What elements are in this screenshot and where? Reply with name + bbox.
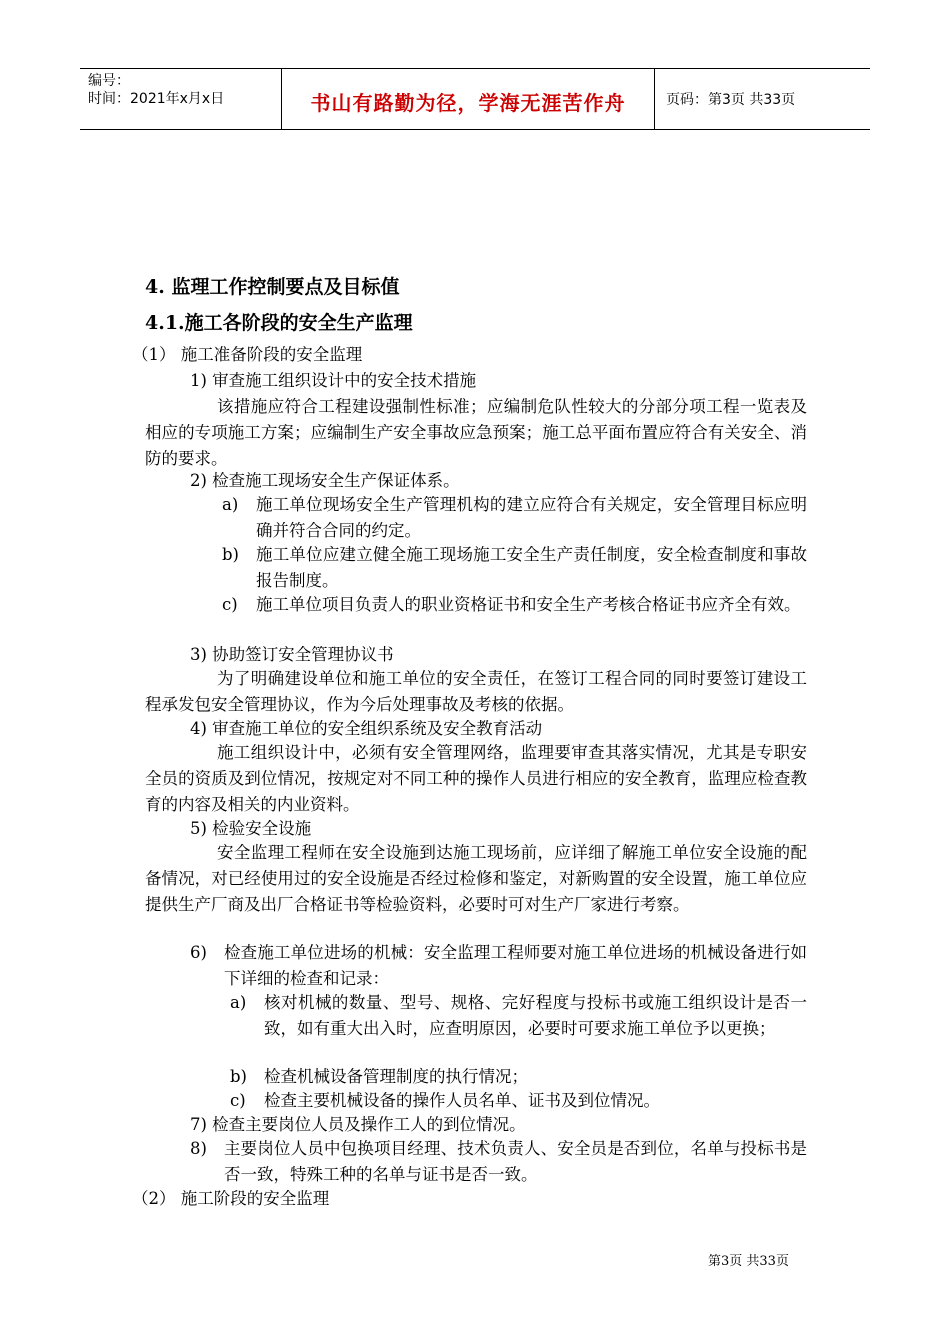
time-label: 时间：2021年x月x日 <box>88 91 225 107</box>
list-item: 5) 检验安全设施 <box>190 819 312 838</box>
page-footer: 第3页 共33页 <box>708 1254 789 1269</box>
header-meta <box>88 72 224 108</box>
list-marker: 6) <box>190 943 207 962</box>
sub-item-text: 核对机械的数量、型号、规格、完好程度与投标书或施工组织设计是否一致，如有重大出入时，应查明原因，必要时可要求施工单位予以更换； <box>264 993 807 1038</box>
number-label: 编号： <box>88 73 130 89</box>
stage-heading: （1） 施工准备阶段的安全监理 <box>132 345 363 364</box>
sub-item-text: 施工单位应建立健全施工现场施工安全生产责任制度，安全检查制度和事故报告制度。 <box>256 545 807 590</box>
header-page-label: 页码：第3页 共33页 <box>666 92 796 108</box>
header-motto: 书山有路勤为径，学海无涯苦作舟 <box>310 91 626 115</box>
list-marker: b) <box>230 1067 247 1086</box>
list-item: 3) 协助签订安全管理协议书 <box>190 645 394 664</box>
list-item-text: 主要岗位人员中包换项目经理、技术负责人、安全员是否到位，名单与投标书是否一致，特殊工种的名单与证书是否一致。 <box>224 1139 807 1184</box>
sub-item-text: 施工单位项目负责人的职业资格证书和安全生产考核合格证书应齐全有效。 <box>256 595 801 614</box>
list-item-text: 检查施工单位进场的机械：安全监理工程师要对施工单位进场的机械设备进行如下详细的检查和记录： <box>224 943 807 988</box>
list-marker: a) <box>230 993 247 1012</box>
sub-item-text: 施工单位现场安全生产管理机构的建立应符合有关规定，安全管理目标应明确并符合合同的约定。 <box>256 495 807 540</box>
header-divider <box>654 69 655 129</box>
stage-heading: （2） 施工阶段的安全监理 <box>132 1189 330 1208</box>
paragraph: 施工组织设计中，必须有安全管理网络，监理要审查其落实情况，尤其是专职安全员的资质及到位情况，按规定对不同工种的操作人员进行相应的安全教育，监理应检查教育的内容及相关的内业资料。 <box>145 743 807 814</box>
section-title: 4. 监理工作控制要点及目标值 <box>145 276 400 298</box>
list-marker: a) <box>222 495 239 514</box>
paragraph: 安全监理工程师在安全设施到达施工现场前，应详细了解施工单位安全设施的配备情况，对已经使用过的安全设施是否经过检修和鉴定，对新购置的安全设置，施工单位应提供生产厂商及出厂合格证书等检验资料，必要时可对生产厂家进行考察。 <box>145 843 807 914</box>
subsection-title: 4.1.施工各阶段的安全生产监理 <box>145 312 413 334</box>
paragraph: 该措施应符合工程建设强制性标准；应编制危队性较大的分部分项工程一览表及相应的专项施工方案；应编制生产安全事故应急预案；施工总平面布置应符合有关安全、消防的要求。 <box>145 397 807 468</box>
sub-item-text: 检查主要机械设备的操作人员名单、证书及到位情况。 <box>264 1091 660 1110</box>
page-header <box>80 68 870 130</box>
list-marker: 8) <box>190 1139 207 1158</box>
sub-item-text: 检查机械设备管理制度的执行情况； <box>264 1067 528 1086</box>
paragraph: 为了明确建设单位和施工单位的安全责任，在签订工程合同的同时要签订建设工程承发包安全管理协议，作为今后处理事故及考核的依据。 <box>145 669 807 714</box>
list-marker: c) <box>222 595 238 614</box>
list-item: 2) 检查施工现场安全生产保证体系。 <box>190 471 460 490</box>
list-item: 4) 审查施工单位的安全组织系统及安全教育活动 <box>190 719 543 738</box>
list-item: 1) 审查施工组织设计中的安全技术措施 <box>190 371 477 390</box>
list-item: 7) 检查主要岗位人员及操作工人的到位情况。 <box>190 1115 526 1134</box>
list-marker: c) <box>230 1091 246 1110</box>
list-marker: b) <box>222 545 239 564</box>
